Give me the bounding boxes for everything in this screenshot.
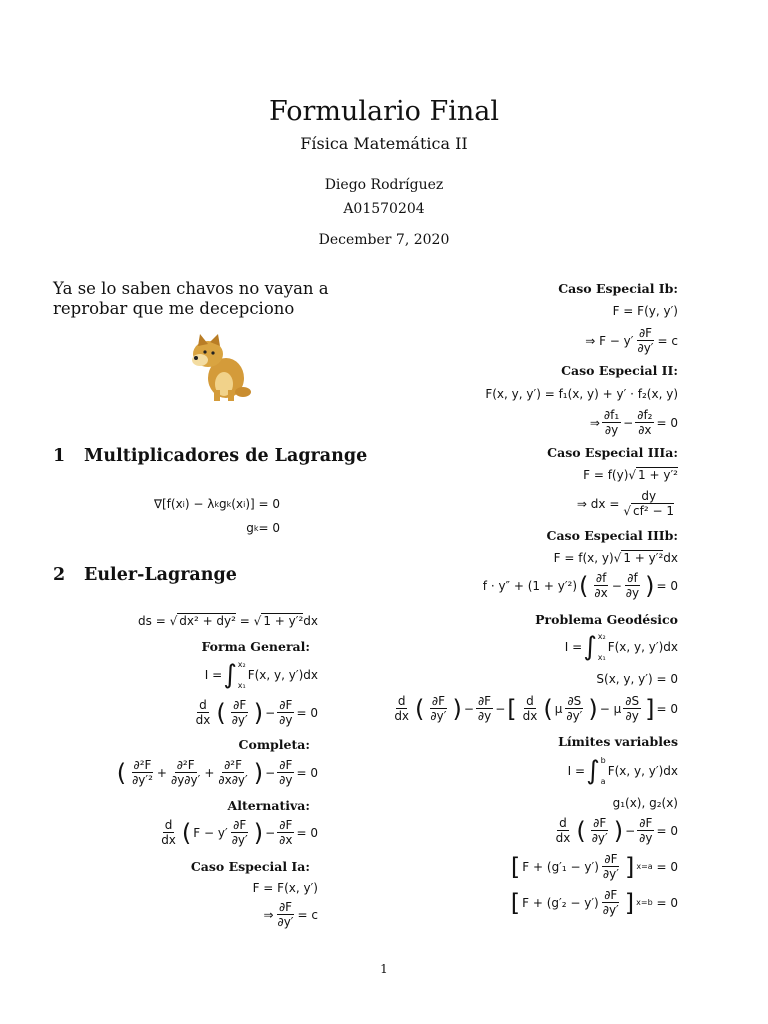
author: Diego Rodríguez — [324, 177, 444, 193]
subtitle: Física Matemática II — [300, 134, 468, 153]
complete-equation: ( ∂²F ∂y′² + ∂²F ∂y∂y′ + ∂²F ∂x∂y′ ) − ∂F ∂y = 0 — [116, 758, 318, 787]
transversality-a: [ F + (g′₁ − y′) ∂F ∂y′ ] x=a = 0 — [510, 852, 678, 881]
student-id: A01570204 — [343, 201, 425, 217]
case-iiib-equation-2: f · y″ + (1 + y′²) ( ∂f ∂x − ∂f ∂y ) = 0 — [482, 571, 678, 600]
constraint-equation: g k = 0 — [246, 521, 280, 535]
case-ii-equation-2: ⇒ ∂f₁ ∂y − ∂f₂ ∂x = 0 — [589, 408, 678, 437]
arc-length-equation: ds = √ dx² + dy² = √ 1 + y′² dx — [138, 613, 318, 628]
functional-equation: I = ∫ x₂ x₁ F(x, y, y′)dx — [204, 660, 318, 690]
case-ii-equation-1: F(x, y, y′) = f₁(x, y) + y′ · f₂(x, y) — [485, 387, 678, 401]
case-ia-equation-2: ⇒ ∂F ∂y′ = c — [263, 900, 318, 929]
case-ib-equation-2: ⇒ F − y′ ∂F ∂y′ = c — [585, 326, 678, 355]
variable-limits-euler: d dx ( ∂F ∂y′ ) − ∂F ∂y = 0 — [555, 816, 678, 845]
case-iiia-equation-2: ⇒ dx = dy √ cf² − 1 — [576, 489, 674, 518]
heading-geodesico: Problema Geodésico — [535, 612, 678, 627]
transversality-b: [ F + (g′₂ − y′) ∂F ∂y′ ] x=b = 0 — [510, 888, 678, 917]
case-iiib-equation-1: F = f(x, y)√ 1 + y′² dx — [553, 550, 678, 565]
boundary-functions: g₁(x), g₂(x) — [612, 796, 678, 810]
heading-caso-iiib: Caso Especial IIIb: — [546, 528, 678, 543]
geodesic-constraint: S(x, y, y′) = 0 — [596, 672, 678, 686]
heading-completa: Completa: — [238, 737, 310, 752]
case-iiia-equation-1: F = f(y)√ 1 + y′² — [583, 467, 678, 482]
variable-limits-functional: I = ∫ b a F(x, y, y′)dx — [567, 756, 678, 786]
alternative-equation: d dx ( F − y′ ∂F ∂y′ ) − ∂F ∂x = 0 — [161, 818, 318, 847]
case-ia-equation-1: F = F(x, y′) — [252, 881, 318, 895]
dog-icon — [188, 332, 254, 406]
page-number: 1 — [380, 962, 388, 976]
geodesic-functional: I = ∫ x₂ x₁ F(x, y, y′)dx — [564, 632, 678, 662]
title: Formulario Final — [268, 96, 499, 127]
heading-forma-general: Forma General: — [201, 639, 310, 654]
geodesic-equation: d dx ( ∂F ∂y′ ) − ∂F ∂y − [ d dx ( μ ∂S ∂y′ ) − μ ∂S ∂y ] = 0 — [394, 694, 678, 723]
heading-caso-iiia: Caso Especial IIIa: — [547, 445, 678, 460]
heading-caso-ia: Caso Especial Ia: — [190, 859, 310, 874]
heading-alternativa: Alternativa: — [227, 798, 310, 813]
section-1-heading: 1 Multiplicadores de Lagrange — [53, 446, 368, 466]
case-ib-equation-1: F = F(y, y′) — [612, 304, 678, 318]
lagrange-equation: ∇[f(x i ) − λ k g k (x i )] = 0 — [153, 497, 280, 511]
heading-limites: Límites variables — [558, 734, 678, 749]
intro-text: Ya se lo saben chavos no vayan a reprobar que me decepciono — [53, 279, 329, 318]
heading-caso-ib: Caso Especial Ib: — [558, 281, 678, 296]
euler-lagrange-equation: d dx ( ∂F ∂y′ ) − ∂F ∂y = 0 — [195, 698, 318, 727]
date: December 7, 2020 — [318, 232, 450, 248]
heading-caso-ii: Caso Especial II: — [561, 363, 678, 378]
section-2-heading: 2 Euler-Lagrange — [53, 565, 237, 585]
